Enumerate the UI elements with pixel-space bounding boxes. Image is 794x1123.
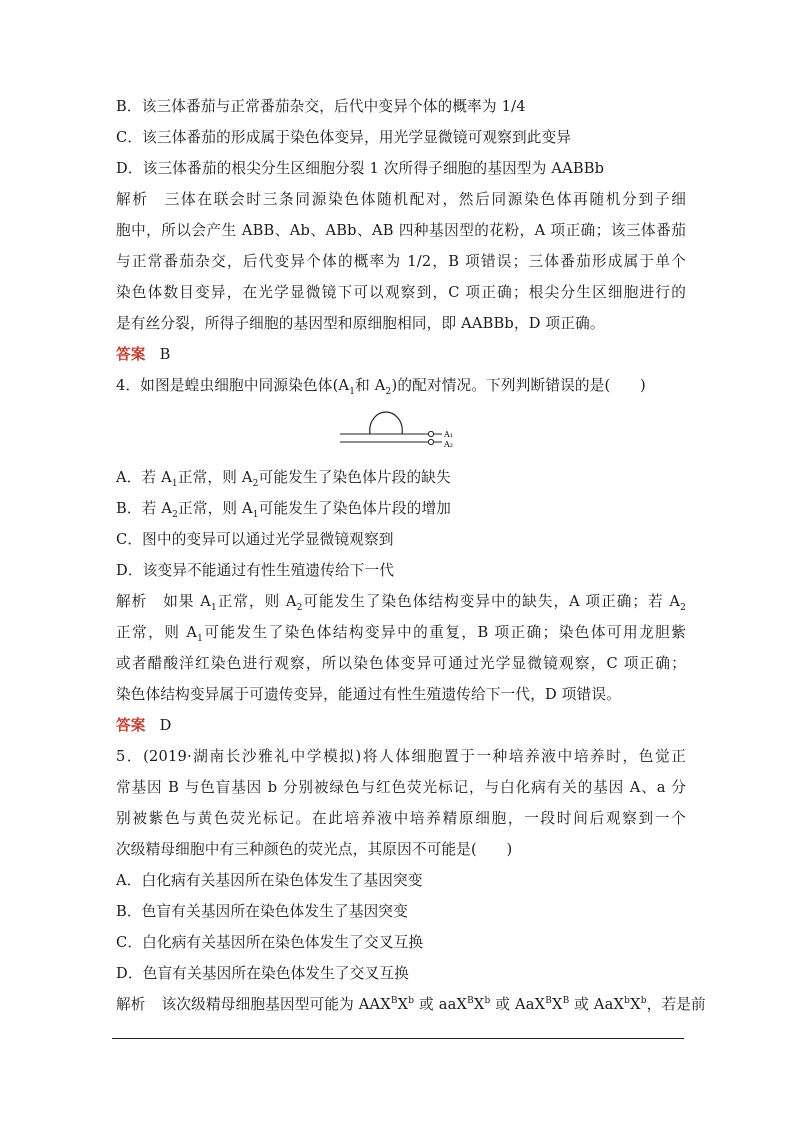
q5-stem-line-1: 5．(2019·湖南长沙雅礼中学模拟)将人体细胞置于一种培养液中培养时，色觉正 — [116, 748, 686, 765]
answer-label: 答案 — [116, 717, 146, 734]
q3-option-b: B．该三体番茄与正常番茄杂交，后代中变异个体的概率为 1/4 — [116, 98, 526, 115]
q4-option-a: A．若 $A_1$正常，则 $A_2$可能发生了染色体片段的缺失 — [116, 469, 451, 489]
answer-value: D — [159, 717, 172, 734]
centromere-a2 — [428, 439, 433, 444]
q3-analysis-line-5: 是有丝分裂，所得子细胞的基因型和原细胞相同，即 AABBb，D 项正确。 — [116, 315, 605, 332]
q3-analysis-line-4: 染色体数目变异，在光学显微镜下可以观察到，C 项正确；根尖分生区细胞进行的 — [116, 284, 686, 301]
q4-answer — [116, 716, 686, 736]
deletion-loop — [370, 412, 403, 434]
q5-option-a: A．白化病有关基因所在染色体发生了基因突变 — [116, 872, 423, 889]
answer-label: 答案 — [116, 346, 146, 363]
q5-stem-line-3: 别被紫色与黄色荧光标记。在此培养液中培养精原细胞，一段时间后观察到一个 — [116, 810, 686, 827]
q5-stem-line-4: 次级精母细胞中有三种颜色的荧光点，其原因不可能是( ) — [116, 841, 513, 858]
q3-answer — [116, 345, 686, 365]
q5-option-c: C．白化病有关基因所在染色体发生了交叉互换 — [116, 934, 424, 951]
q3-analysis-line-1: 解析 三体在联会时三条同源染色体随机配对，然后同源染色体再随机分到子细 — [116, 191, 686, 208]
centromere-a1 — [428, 431, 433, 436]
q3-option-c: C．该三体番茄的形成属于染色体变异，用光学显微镜可观察到此变异 — [116, 129, 572, 146]
label-a1: A₁ — [444, 430, 453, 439]
q5-analysis-line-1: 解析 该次级精母细胞基因型可能为 $AAX^BX^b$ 或 $aaX^BX^b$ 或 $AaX^BX^B$ 或 $AaX^bX^b$，若是前 — [116, 996, 706, 1013]
analysis-label: 解析 — [116, 593, 148, 610]
bottom-rule — [112, 1038, 684, 1039]
q3-option-d: D．该三体番茄的根尖分生区细胞分裂 1 次所得子细胞的基因型为 AABBb — [116, 160, 605, 177]
q4-option-d: D．该变异不能通过有性生殖遗传给下一代 — [116, 562, 395, 579]
q4-analysis-line-3: 或者醋酸洋红染色进行观察，所以染色体变异可通过光学显微镜观察，C 项正确； — [116, 655, 686, 672]
q5-option-d: D．色盲有关基因所在染色体发生了交叉互换 — [116, 965, 409, 982]
label-a2: A₂ — [444, 440, 453, 449]
q4-analysis-line-4: 染色体结构变异属于可遗传变异，能通过有性生殖遗传给下一代，D 项错误。 — [116, 686, 621, 703]
q4-analysis-line-2: 正常，则 $A_1$可能发生了染色体结构变异中的重复，B 项正确；染色体可用龙胆紫 — [116, 624, 686, 644]
q4-option-c: C．图中的变异可以通过光学显微镜观察到 — [116, 531, 394, 548]
q4-analysis-line-1: 解析 如果 $A_1$正常，则 $A_2$可能发生了染色体结构变异中的缺失，A 项正确；若 $A_2$ — [116, 593, 686, 613]
q4-stem: 4．如图是蝗虫细胞中同源染色体($A_1$和 $A_2$)的配对情况。下列判断错误的是( ) — [116, 377, 646, 397]
q4-option-b: B．若 $A_2$正常，则 $A_1$可能发生了染色体片段的增加 — [116, 500, 452, 520]
q3-analysis-line-3: 与正常番茄杂交，后代变异个体的概率为 1/2，B 项错误；三体番茄形成属于单个 — [116, 253, 686, 270]
q5-option-b: B．色盲有关基因所在染色体发生了基因突变 — [116, 903, 409, 920]
answer-value: B — [159, 346, 171, 363]
analysis-label: 解析 — [116, 996, 146, 1013]
chromosome-pairing-figure — [336, 402, 466, 458]
q3-analysis-line-2: 胞中，所以会产生 ABB、Ab、ABb、AB 四种基因型的花粉，A 项正确；该三体番茄 — [116, 222, 686, 239]
analysis-label: 解析 — [116, 191, 149, 208]
q5-stem-line-2: 常基因 B 与色盲基因 b 分别被绿色与红色荧光标记，与白化病有关的基因 A、a 分 — [116, 779, 686, 796]
